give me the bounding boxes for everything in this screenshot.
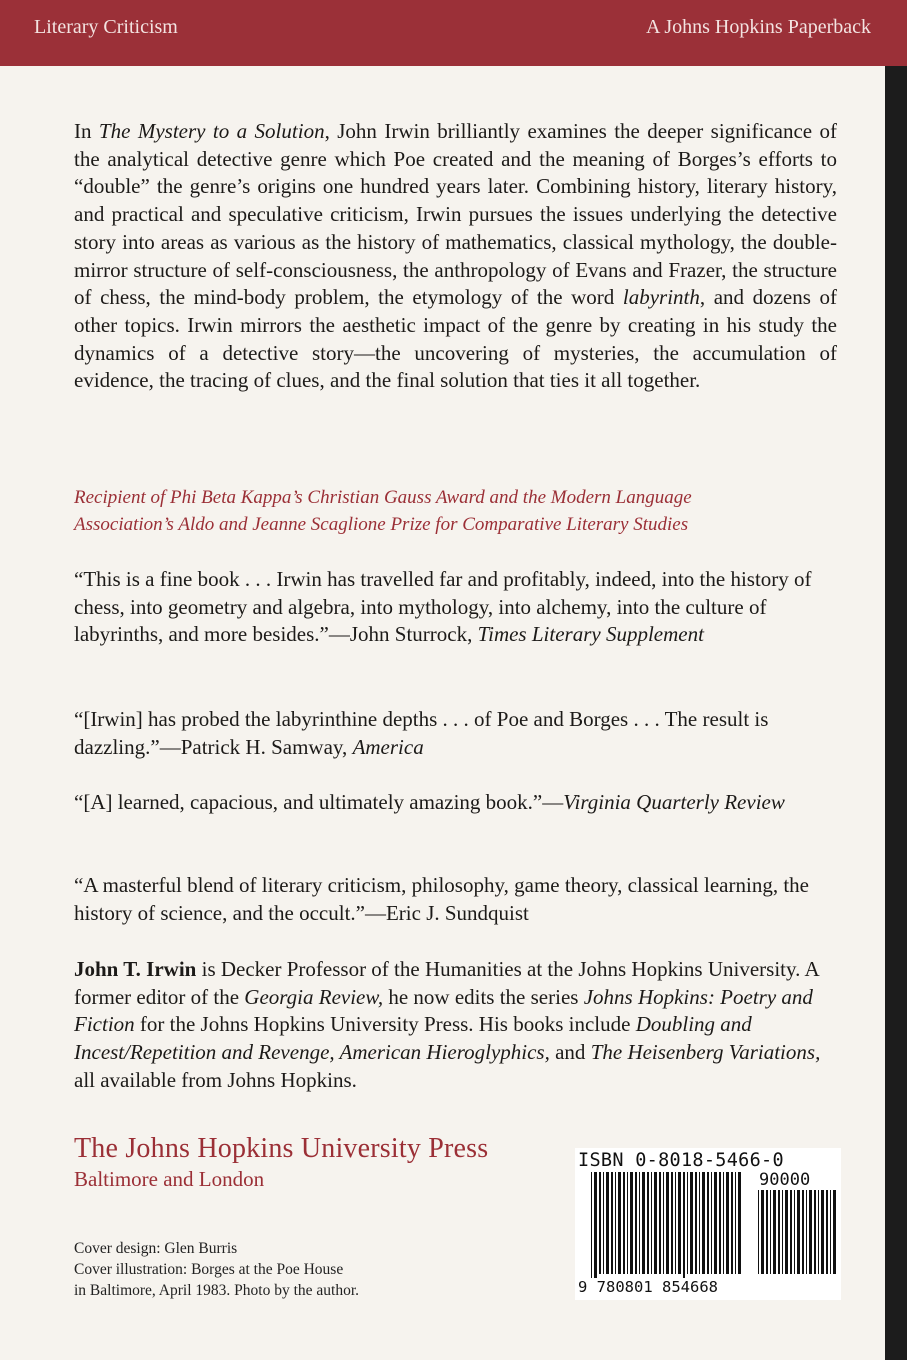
barcode-bar (687, 1172, 688, 1274)
barcode-bar (711, 1172, 712, 1274)
barcode-bar (833, 1190, 836, 1274)
barcode-bar (826, 1190, 828, 1274)
spine-strip (885, 66, 907, 1360)
barcode-bar (699, 1172, 700, 1274)
barcode-bar (719, 1172, 721, 1274)
author-bio: John T. Irwin is Decker Professor of the Humanities at the Johns Hopkins University. A former editor of the Georgia Review, he now edits the series Johns Hopkins: Poetry and Fiction for the Johns Hopkins University Press. His books include Doubling and Incest/Repetition and Revenge, American Hieroglyphics, and The Heisenberg Variations, all available from Johns Hopkins. (74, 957, 821, 1092)
barcode-bar (654, 1172, 657, 1274)
barcode-bar (642, 1172, 645, 1274)
barcode-bar (731, 1172, 733, 1274)
isbn-number: ISBN 0-8018-5466-0 (578, 1150, 784, 1171)
barcode-bar (778, 1190, 780, 1274)
barcode-bar (821, 1190, 824, 1274)
barcode-bar (599, 1172, 601, 1274)
barcode-bar (606, 1172, 609, 1274)
publisher-name: The Johns Hopkins University Press (74, 1133, 489, 1164)
barcode-bar (671, 1172, 673, 1274)
barcode-bar (666, 1172, 669, 1274)
barcode-bar (766, 1190, 768, 1274)
barcode-bar (630, 1172, 633, 1274)
barcode-bar (647, 1172, 649, 1274)
description-block (74, 118, 837, 395)
header-band (0, 0, 907, 66)
barcode-bars (591, 1172, 741, 1284)
barcode-bar (611, 1172, 613, 1274)
barcode-bar (802, 1190, 804, 1274)
category-label: Literary Criticism (34, 16, 178, 38)
credit-line: Cover illustration: Borges at the Poe House (74, 1261, 344, 1278)
barcode-bar (738, 1172, 741, 1274)
barcode-bar (809, 1190, 812, 1274)
barcode-bar (635, 1172, 637, 1274)
author-name: John T. Irwin (74, 957, 197, 981)
award-block (74, 484, 837, 538)
credit-line: in Baltimore, April 1983. Photo by the author. (74, 1282, 360, 1299)
barcode-bar (627, 1172, 628, 1274)
barcode-bar (695, 1172, 697, 1274)
barcode-bar (591, 1172, 592, 1284)
barcode-bar (603, 1172, 604, 1274)
barcode-bar (782, 1190, 783, 1274)
publisher-city: Baltimore and London (74, 1167, 265, 1191)
award-line-1: Recipient of Phi Beta Kappa’s Christian Gauss Award and the Modern Language (74, 487, 692, 508)
barcode-bar (785, 1190, 788, 1274)
barcode-bar (615, 1172, 616, 1274)
barcode-bar (818, 1190, 819, 1274)
barcode-bar (773, 1190, 776, 1274)
award-line-2: Association’s Aldo and Jeanne Scaglione Prize for Comparative Literary Studies (74, 514, 689, 535)
quote-source: Virginia Quarterly Review (563, 790, 785, 814)
barcode-bar (618, 1172, 621, 1274)
barcode-bar (639, 1172, 640, 1274)
barcode-addon-number: 90000 (759, 1170, 811, 1190)
barcode-bar (594, 1172, 597, 1284)
barcode-bar (726, 1172, 729, 1274)
barcode-bar (758, 1190, 759, 1274)
barcode-bar (702, 1172, 705, 1274)
barcode-bar (683, 1172, 685, 1284)
barcode-bar (623, 1172, 625, 1274)
quote-source: Times Literary Supplement (477, 622, 704, 647)
barcode-bar (659, 1172, 661, 1274)
barcode-bar (761, 1190, 764, 1274)
barcode-bar (714, 1172, 717, 1274)
barcode-bar (690, 1172, 693, 1274)
review-quote-2: “[Irwin] has probed the labyrinthine depths . . . of Poe and Borges . . . The result is dazzling.”—Patrick H. Samway, America (74, 707, 769, 759)
barcode-bar (797, 1190, 800, 1274)
review-quote-4: “A masterful blend of literary criticism, philosophy, game theory, classical learning, the history of science, and the occult.”—Eric J. Sundquist (74, 873, 809, 925)
barcode-bar (830, 1190, 831, 1274)
barcode-bar (707, 1172, 709, 1274)
barcode-bar (794, 1190, 795, 1274)
cover-credits (74, 1238, 359, 1301)
description-paragraph: In The Mystery to a Solution, John Irwin brilliantly examines the deeper significance of the analytical detective genre which Poe created and the meaning of Borges’s efforts to “double” the genre’s origins one hundred years later. Combining history, literary history, and practical and speculative criticism, Irwin pursues the issues underlying the detective story into areas as various as the history of mathematics, classical mythology, the double-mirror structure of self-consciousness, the anthropology of Evans and Frazer, the structure of chess, the mind-body problem, the etymology of the word labyrinth, and dozens of other topics. Irwin mirrors the aesthetic impact of the genre by creating in his study the dynamics of a detective story—the uncovering of mysteries, the accumulation of evidence, the tracing of clues, and the final solution that ties it all together. (74, 119, 838, 393)
quote-source: America (352, 734, 424, 759)
barcode-bar (814, 1190, 816, 1274)
barcode-bar (806, 1190, 807, 1274)
barcode-bar (790, 1190, 792, 1274)
barcode-bar (770, 1190, 771, 1274)
barcode-bar (678, 1172, 681, 1274)
barcode-bar (663, 1172, 664, 1274)
barcode-bar (675, 1172, 676, 1274)
book-title: The Mystery to a Solution (98, 119, 325, 143)
barcode-bar (723, 1172, 724, 1274)
review-quote-1: “This is a fine book . . . Irwin has travelled far and profitably, indeed, into the history of chess, into geometry and algebra, into mythology, into alchemy, into the culture of labyrinths, and more besides.”—John Sturrock, Times Literary Supplement (74, 567, 812, 647)
ean-number: 9 780801 854668 (578, 1278, 718, 1296)
series-label: A Johns Hopkins Paperback (646, 16, 871, 38)
barcode-addon-bars (758, 1190, 836, 1284)
barcode-bar (651, 1172, 652, 1274)
review-quote-3: “[A] learned, capacious, and ultimately amazing book.”—Virginia Quarterly Review (74, 790, 785, 814)
credit-line: Cover design: Glen Burris (74, 1240, 238, 1257)
barcode-bar (735, 1172, 736, 1274)
